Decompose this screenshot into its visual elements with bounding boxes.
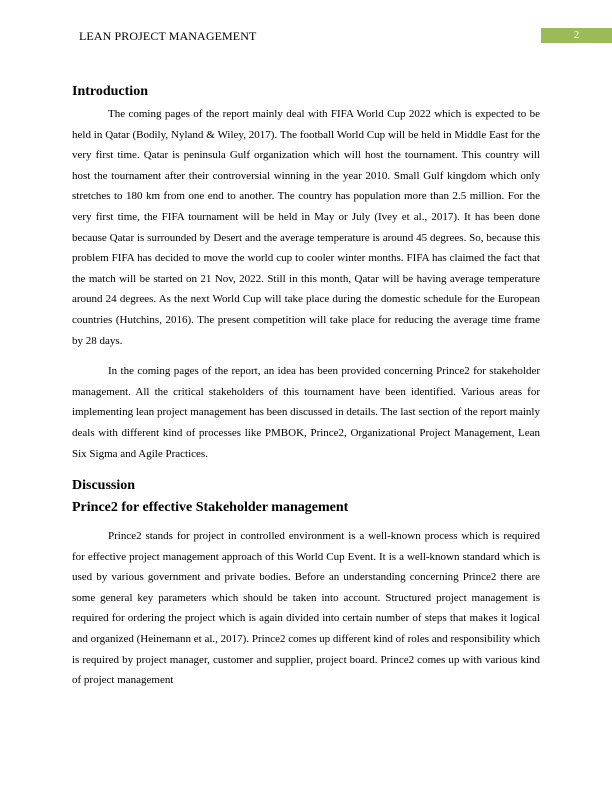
running-header-title: LEAN PROJECT MANAGEMENT (79, 29, 257, 43)
page-number-badge: 2 (541, 28, 612, 43)
introduction-paragraph-2: In the coming pages of the report, an idea has been provided concerning Prince2 for stakeholder management. All the critical stakeholders of this tournament have been identified. Various areas for implementing lean project management has been discussed in details. The last section of the report mainly deals with different kind of processes like PMBOK, Prince2, Organizational Project Management, Lean Six Sigma and Agile Practices. (72, 365, 540, 460)
discussion-heading: Discussion (72, 478, 136, 494)
prince2-paragraph-1: Prince2 stands for project in controlled environment is a well-known process which is required for effective project management approach of this World Cup Event. It is a well-known standard which is used by various government and private bodies. Before an understanding concerning Prince2 there are some general key parameters which should be taken into account. Structured project management is required for ordering the project which is again divided into certain number of steps that makes it logical and organized (Heinemann et al., 2017). Prince2 comes up different kind of roles and responsibility which is required by project manager, customer and supplier, project board. Prince2 comes up with various kind of project management (72, 530, 540, 687)
body-content (72, 82, 540, 691)
introduction-paragraph-1: The coming pages of the report mainly deal with FIFA World Cup 2022 which is expected to be held in Qatar (Bodily, Nyland & Wiley, 2017). The football World Cup will be held in Middle East for the very first time. Qatar is peninsula Gulf organization which will host the tournament. This country will host the tournament after their controversial winning in the year 2010. Small Gulf kingdom which only stretches to 180 km from one end to another. The country has population more than 2.5 million. For the very first time, the FIFA tournament will be held in May or July (Ivey et al., 2017). It has been done because Qatar is surrounded by Desert and the average temperature is around 45 degrees. So, because this problem FIFA has decided to move the world cup to cooler winter months. FIFA has claimed the fact that the match will be started on 21 Nov, 2022. Still in this month, Qatar will be having average temperature around 24 degrees. As the next World Cup will take place during the domestic schedule for the European countries (Hutchins, 2016). The present competition will take place for reducing the average time frame by 28 days. (72, 108, 540, 347)
prince2-heading: Prince2 for effective Stakeholder management (72, 500, 349, 516)
introduction-heading: Introduction (72, 84, 148, 99)
